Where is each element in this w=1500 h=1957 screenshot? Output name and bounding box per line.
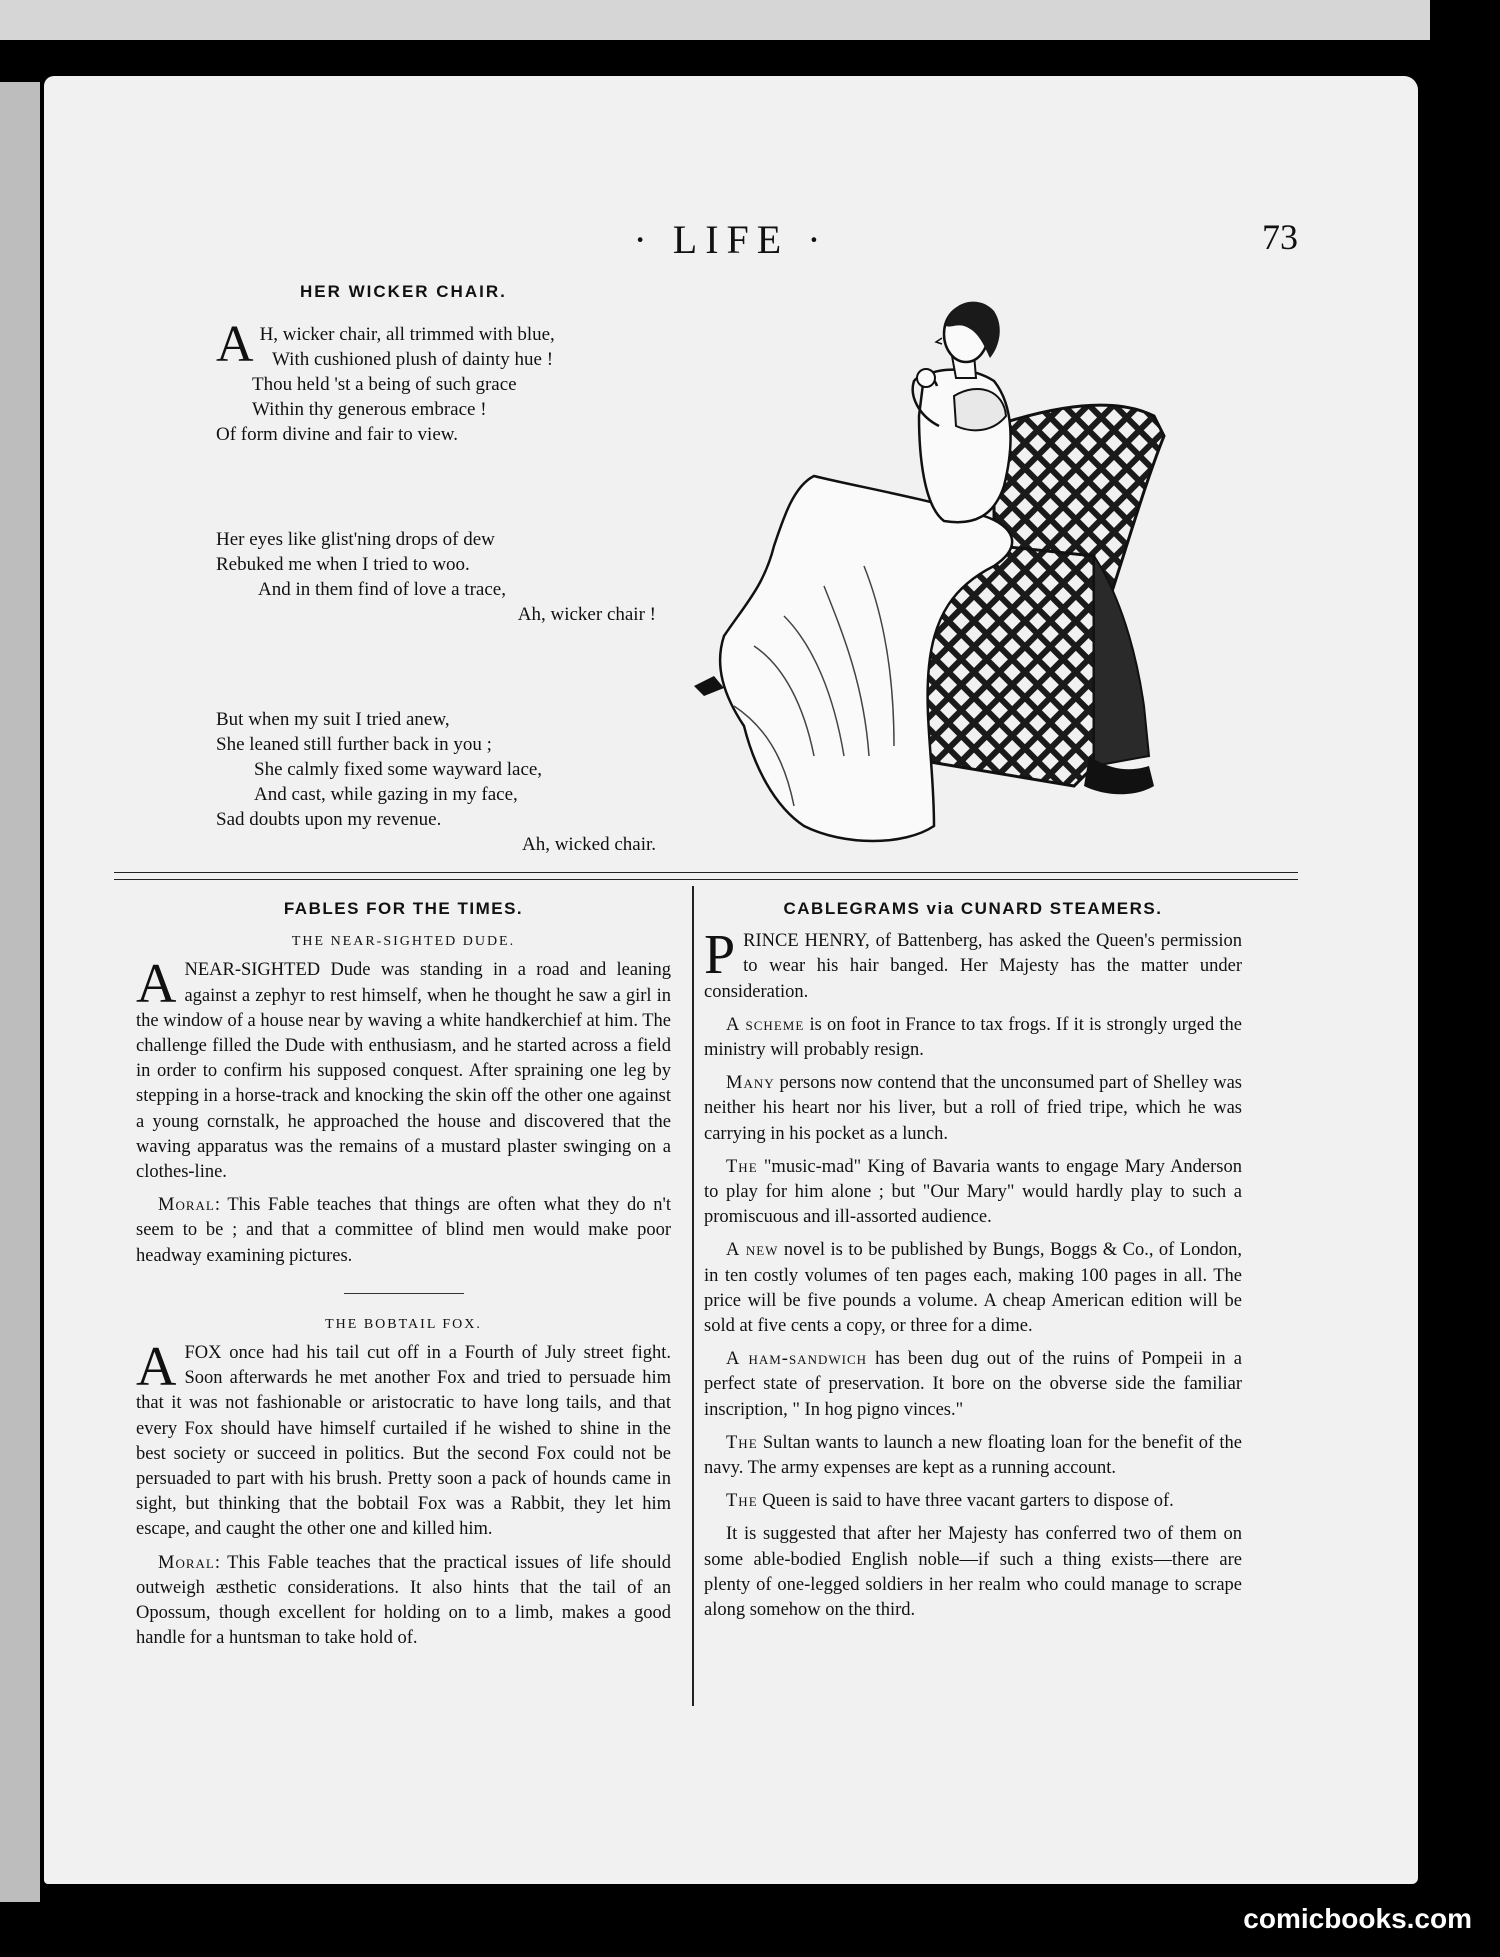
watermark-link[interactable]: comicbooks.com	[1243, 1903, 1472, 1934]
poem-stanza-1	[216, 316, 656, 447]
fable-1-title: THE NEAR-SIGHTED DUDE.	[291, 934, 516, 950]
cablegram-item: The "music-mad" King of Bavaria wants to engage Mary Anderson to play for him alone ; but "Our Mary" would hardly play to such a promiscuous and ill-assorted audience.	[704, 1156, 1242, 1228]
poem-line: Thou held 'st a being of such grace	[252, 374, 517, 395]
poem-line: With cushioned plush of dainty hue !	[272, 349, 554, 370]
woman-in-wicker-chair-illustration	[694, 286, 1234, 856]
fable-separator	[344, 1293, 464, 1294]
fable-1-text: ANEAR-SIGHTED Dude was standing in a road and leaning against a zephyr to rest himself, when he thought he saw a girl in the window of a house near by waving a white handkerchief at him. The challenge filled the Dude with enthusiasm, and he started across a field in order to confirm his supposed conquest. After spraining one leg by stepping in a horse-track and knocking the skin off the other one against a young cornstalk, he approached the house and discovered that the waving apparatus was the remains of a mustard plaster swinging on a clothes-line.	[136, 953, 671, 1183]
poem-line: Sad doubts upon my revenue.	[216, 809, 442, 830]
poem-line: And cast, while gazing in my face,	[254, 784, 518, 805]
poem-stanza-3	[216, 707, 656, 857]
cablegram-item: A ham-sandwich has been dug out of the ruins of Pompeii in a perfect state of preservation. It bore on the obverse side the familiar inscription, " In hog pigno vinces."	[704, 1349, 1242, 1420]
cablegrams-heading: CABLEGRAMS via CUNARD STEAMERS.	[783, 899, 1163, 918]
cablegram-item: A new novel is to be published by Bungs, Boggs & Co., of London, in ten costly volumes of ten pages each, making 100 pages in all. The price will be five pounds a volume. A cheap American edition will be sold at five cents a copy, or three for a dime.	[704, 1240, 1242, 1337]
fable-2-dropcap: A	[136, 1336, 177, 1399]
cablegram-item: The Sultan wants to launch a new floating loan for the benefit of the navy. The army expenses are kept as a running account.	[704, 1432, 1242, 1479]
fable-1-moral: Moral: This Fable teaches that things are often what they do n't seem to be ; and that a committee of blind men would make poor headway examining pictures.	[136, 1195, 671, 1266]
cablegram-item: Many persons now contend that the unconsumed part of Shelley was neither his heart nor his liver, but a roll of fried tripe, which he was carrying in his pocket as a lunch.	[704, 1073, 1242, 1144]
cablegram-dropcap: P	[704, 924, 736, 987]
fable-1-dropcap: A	[136, 953, 177, 1016]
poem-line: Of form divine and fair to view.	[216, 424, 458, 445]
column-divider	[692, 886, 694, 1706]
poem-line: She leaned still further back in you ;	[216, 734, 492, 755]
adjacent-page-left-edge	[0, 82, 40, 1902]
fable-2-title: THE BOBTAIL FOX.	[325, 1316, 482, 1332]
cablegrams-column	[704, 896, 1242, 1623]
poem-stanza-2	[216, 527, 656, 627]
fable-2-text: A FOX once had his tail cut off in a Fourth of July street fight. Soon afterwards he met another Fox and tried to persuade him that it was not fashionable or aristocratic to have long tails, and that every Fox should have himself curtailed if he wished to shine in the best society or succeed in politics. But the second Fox could not be persuaded to part with his brush. Pretty soon a pack of hounds came in sight, but thinking that the bobtail Fox was a Rabbit, they let him escape, and caught the other one and killed him.	[136, 1336, 671, 1540]
poem-body	[216, 316, 656, 857]
section-divider	[114, 872, 1298, 880]
poem-line: A H, wicker chair, all trimmed with blue,	[216, 316, 555, 373]
poem-dropcap: A	[216, 316, 254, 373]
poem-line: But when my suit I tried anew,	[216, 709, 450, 730]
adjacent-page-top-edge	[0, 0, 1430, 40]
poem-line: Ah, wicked chair.	[521, 834, 656, 855]
cablegram-item: A scheme is on foot in France to tax frogs. If it is strongly urged the ministry will probably resign.	[704, 1014, 1243, 1061]
poem-line: Within thy generous embrace !	[252, 399, 487, 420]
fable-2-moral: Moral: This Fable teaches that the practical issues of life should outweigh æsthetic considerations. It also hints that the tail of an Opossum, though excellent for holding on to a limb, makes a good handle for a huntsman to take hold of.	[136, 1552, 671, 1649]
poem-line: Her eyes like glist'ning drops of dew	[216, 529, 495, 550]
poem-title: HER WICKER CHAIR.	[300, 282, 507, 301]
poem-line: Ah, wicker chair !	[517, 604, 656, 625]
poem-line: She calmly fixed some wayward lace,	[254, 759, 543, 780]
poem-line: And in them find of love a trace,	[258, 579, 506, 600]
page-number: 73	[1262, 217, 1298, 257]
cablegram-item: The Queen is said to have three vacant garters to dispose of.	[726, 1491, 1174, 1512]
cablegram-item: It is suggested that after her Majesty has conferred two of them on some able-bodied English noble—if such a thing exists—there are plenty of one-legged soldiers in her realm who could manage to scrape along somehow on the third.	[704, 1524, 1242, 1621]
fables-heading: FABLES FOR THE TIMES.	[283, 899, 524, 918]
poem-line: Rebuked me when I tried to woo.	[216, 554, 470, 575]
cablegram-item: PRINCE HENRY, of Battenberg, has asked the Queen's permission to wear his hair banged. Her Majesty has the matter under consideration.	[704, 924, 1242, 1002]
masthead: · LIFE ·	[633, 217, 829, 262]
fables-column	[136, 896, 671, 1659]
magazine-page	[44, 76, 1418, 1884]
